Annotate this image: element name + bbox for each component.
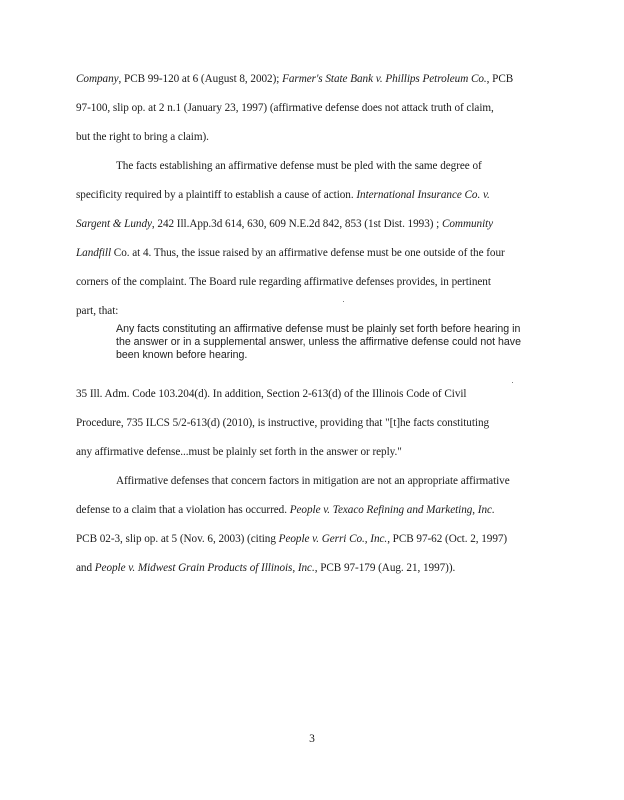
text-line [76,73,513,85]
text-run: any affirmative defense...must be plainly set forth in the answer or reply." [76,446,402,458]
text-run: , 242 Ill.App.3d 614, 630, 609 N.E.2d 842, 853 (1st Dist. 1993) ; [151,218,442,230]
text-run: but the right to bring a claim). [76,131,209,143]
text-run: , PCB [486,73,514,85]
block-quote [116,323,521,362]
text-line [76,218,493,230]
citation-italic: Landfill [76,247,112,259]
text-run: and [76,562,95,574]
text-run: corners of the complaint. The Board rule regarding affirmative defenses provides, in pertinent [76,276,491,288]
text-line [76,131,209,143]
text-line [116,475,510,487]
text-line [76,102,494,114]
text-line [76,276,491,288]
block-quote-line: the answer or in a supplemental answer, unless the affirmative defense could not have [116,336,521,348]
text-run: PCB 02-3, slip op. at 5 (Nov. 6, 2003) (citing [76,533,279,545]
text-line [116,160,482,172]
text-run: part, that: [76,305,119,317]
text-line [76,305,118,317]
text-run: 97-100, slip op. at 2 n.1 (January 23, 1997) (affirmative defense does not attack truth of claim, [76,102,494,114]
block-quote-line: Any facts constituting an affirmative defense must be plainly set forth before hearing in [116,323,521,335]
scan-speck [512,382,513,383]
text-run: 35 Ill. Adm. Code 103.204(d). In addition, Section 2-613(d) of the Illinois Code of Civil [76,388,467,400]
text-run: , PCB 99-120 at 6 (August 8, 2002); [118,73,283,85]
text-line [76,446,402,458]
citation-italic: International Insurance Co. v. [356,189,490,201]
text-line [76,533,507,545]
text-line [76,247,505,259]
text-run: defense to a claim that a violation has occurred. [76,504,290,516]
citation-italic: Company [76,73,119,85]
text-run: , PCB 97-62 (Oct. 2, 1997) [387,533,508,545]
citation-italic: People v. Midwest Grain Products of Illinois, Inc. [94,562,315,574]
page-number: 3 [309,733,315,745]
citation-italic: People v. Gerri Co., Inc. [278,533,388,545]
scan-speck [343,301,344,302]
citation-italic: Sargent & Lundy [76,218,152,230]
text-line [76,189,490,201]
text-run: Affirmative defenses that concern factors in mitigation are not an appropriate affirmative [116,475,510,487]
text-run: Co. at 4. Thus, the issue raised by an affirmative defense must be one outside of the four [111,247,505,259]
text-line [76,562,455,574]
text-line [76,388,467,400]
text-line [76,417,489,429]
text-run: The facts establishing an affirmative defense must be pled with the same degree of [116,160,482,172]
block-quote-line: been known before hearing. [116,349,248,361]
text-run: specificity required by a plaintiff to establish a cause of action. [76,189,357,201]
text-run: Procedure, 735 ILCS 5/2-613(d) (2010), is instructive, providing that "[t]he facts constituting [76,417,490,429]
citation-italic: People v. Texaco Refining and Marketing, Inc. [289,504,495,516]
citation-italic: Farmer's State Bank v. Phillips Petroleum Co. [282,73,487,85]
text-run: , PCB 97-179 (Aug. 21, 1997)). [314,562,456,574]
text-line [76,504,495,516]
citation-italic: Community [441,218,494,230]
